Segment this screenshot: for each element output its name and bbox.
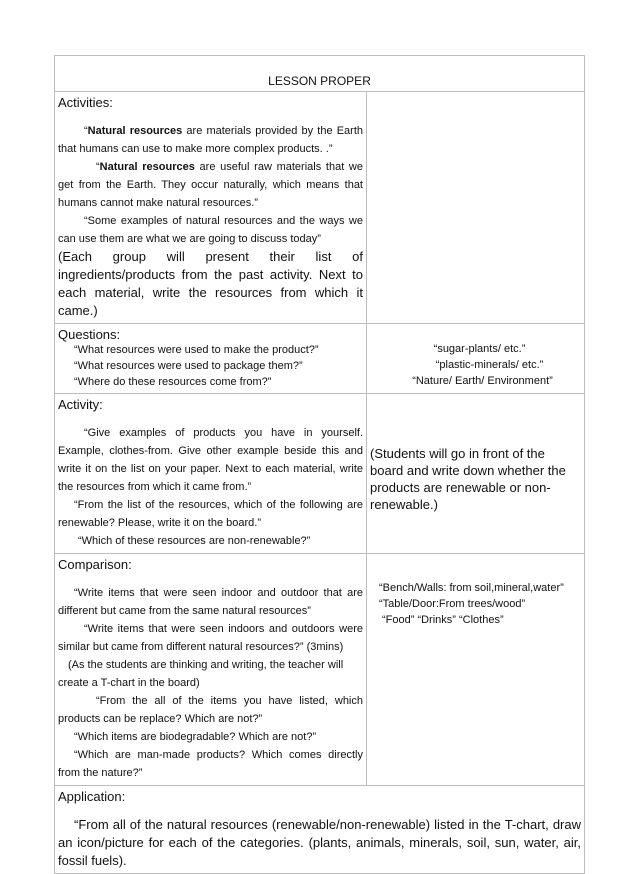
activities-paragraph-1: “Natural resources are materials provided by the Earth that humans can use to make more complex products. .” [58, 125, 363, 155]
answer-item: “Table/Door:From trees/wood” [379, 598, 526, 610]
answer-item: “Nature/ Earth/ Environment” [412, 375, 553, 387]
comparison-paragraph-1: “Write items that were seen indoor and outdoor that are different but came from the same natural resources” [58, 587, 363, 617]
questions-cell [55, 324, 367, 394]
comparison-paragraph-5: “Which items are biodegradable? Which are not?” [74, 731, 317, 743]
questions-row [55, 324, 585, 394]
questions-answers-cell [367, 324, 585, 394]
question-item: “What resources were used to package them?” [74, 360, 303, 372]
question-item: “Where do these resources come from?” [74, 376, 272, 388]
activities-row [55, 92, 585, 324]
activity-paragraph-3: “Which of these resources are non-renewable?” [78, 535, 311, 547]
comparison-paragraph-4: “From the all of the items you have listed, which products can be replace? Which are not?” [58, 695, 363, 725]
answer-item: “plastic-minerals/ etc.” [435, 359, 544, 371]
answer-item: “Food” “Drinks” “Clothes” [382, 614, 504, 626]
comparison-cell [55, 554, 367, 786]
application-paragraph: “From all of the natural resources (renewable/non-renewable) listed in the T-chart, draw an icon/picture for each of the categories. (plants, animals, minerals, soil, sun, water, air, fossil fuels). [58, 817, 582, 868]
activities-paragraph-4: (Each group will present their list of ingredients/products from the past activity. Next to each material, write the resources from which it came.) [58, 249, 363, 318]
answer-item: “sugar-plants/ etc.” [433, 343, 526, 355]
activity-heading: Activity: [58, 397, 103, 412]
bold-term: Natural resources [99, 161, 195, 173]
activities-heading: Activities: [58, 95, 113, 110]
activity-response-text: (Students will go in front of the board and write down whether the products are renewable or non-renewable.) [370, 446, 566, 512]
comparison-heading: Comparison: [58, 557, 132, 572]
questions-heading: Questions: [58, 327, 121, 342]
application-heading: Application: [58, 789, 126, 804]
activities-paragraph-3: “Some examples of natural resources and the ways we can use them are what we are going to discuss today” [58, 215, 363, 245]
lesson-page [54, 55, 584, 874]
application-row [55, 786, 585, 874]
activities-response-cell [367, 92, 585, 324]
bold-term: Natural resources [87, 125, 183, 137]
comparison-paragraph-3: (As the students are thinking and writing, the teacher will create a T-chart in the board) [58, 659, 344, 689]
activity-row [55, 394, 585, 554]
activities-paragraph-2: “Natural resources are useful raw materials that we get from the Earth. They occur naturally, which means that humans cannot make natural resources.” [58, 161, 363, 209]
activity-paragraph-1: “Give examples of products you have in yourself. Example, clothes-from. Give other example beside this and write it on the list on your paper. Next to each material, write the resources from which it came from.” [58, 427, 363, 493]
activities-cell [55, 92, 367, 324]
answer-item: “Bench/Walls: from soil,mineral,water” [379, 582, 564, 594]
comparison-answers-cell [367, 554, 585, 786]
comparison-paragraph-6: “Which are man-made products? Which comes directly from the nature?” [58, 749, 363, 779]
comparison-row [55, 554, 585, 786]
question-item: “What resources were used to make the product?” [74, 344, 319, 356]
activity-cell [55, 394, 367, 554]
title-row [55, 56, 585, 92]
lesson-table [54, 55, 585, 874]
application-cell [55, 786, 585, 874]
activity-paragraph-2: “From the list of the resources, which of the following are renewable? Please, write it on the board.” [58, 499, 363, 529]
table-title: LESSON PROPER [55, 56, 585, 92]
comparison-paragraph-2: “Write items that were seen indoors and outdoors were similar but came from different natural resources?” (3mins) [58, 623, 363, 653]
activity-response-cell [367, 394, 585, 554]
